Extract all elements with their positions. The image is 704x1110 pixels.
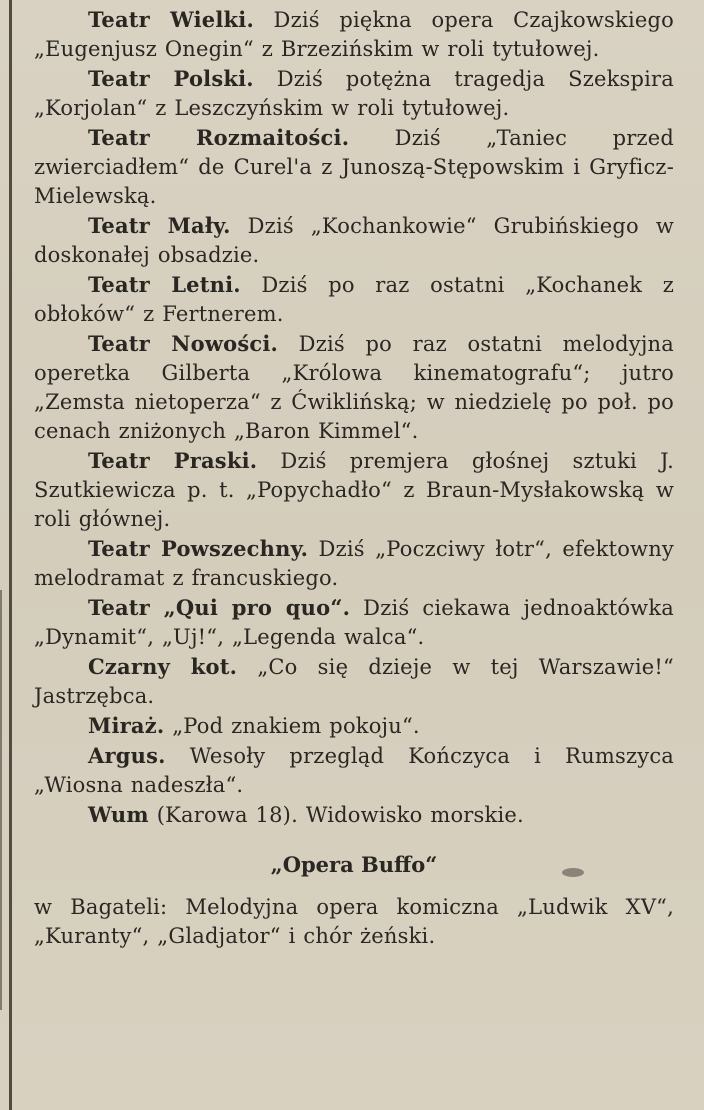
listing-text: „Co się dzieje w tej Warszawie!“ Jastrzębca. — [34, 655, 674, 708]
theatre-name: Teatr Praski. — [88, 448, 258, 473]
section-heading: „Opera Buffo“ — [270, 852, 438, 877]
listing-text: Dziś piękna opera Czajkowskiego „Eugenjusz Onegin“ z Brzezińskim w roli tytułowej. — [34, 8, 674, 61]
listing-entry — [34, 64, 674, 123]
listing-entry — [34, 446, 674, 534]
listing-entry — [34, 593, 674, 652]
theatre-listings — [34, 5, 674, 951]
ink-blot — [562, 868, 584, 877]
listing-entry — [34, 270, 674, 329]
listing-entry — [34, 5, 674, 64]
column-rule-secondary — [0, 590, 2, 1010]
theatre-name: Argus. — [88, 743, 166, 768]
theatre-name: Teatr Mały. — [88, 213, 231, 238]
theatre-name: Teatr Nowości. — [88, 331, 279, 356]
listing-entry — [34, 123, 674, 211]
listing-text: „Pod znakiem pokoju“. — [164, 714, 420, 738]
theatre-name: Teatr „Qui pro quo“. — [88, 595, 351, 620]
listing-entry — [34, 800, 674, 830]
theatre-name: Teatr Letni. — [88, 272, 241, 297]
listing-entry — [34, 211, 674, 270]
listing-text: Dziś ciekawa jednoaktówka „Dynamit“, „Uj!“, „Legenda walca“. — [34, 596, 674, 649]
theatre-name: Wum — [88, 802, 149, 827]
listing-entry — [34, 329, 674, 446]
theatre-name: Miraż. — [88, 713, 165, 738]
listing-entry — [34, 652, 674, 711]
listing-entry — [34, 534, 674, 593]
listing-text: Dziś po raz ostatni melodyjna operetka Gilberta „Królowa kinematografu“; jutro „Zemsta nietoperza“ z Ćwiklińską; w niedzielę po poł. po cenach zniżonych „Baron Kimmel“. — [34, 332, 674, 443]
listing-text: Dziś po raz ostatni „Kochanek z obłoków“ z Fertnerem. — [34, 273, 674, 326]
listing-text: Wesoły przegląd Kończyca i Rumszyca „Wiosna nadeszła“. — [34, 744, 674, 797]
opera-buffo-text: w Bagateli: Melodyjna opera komiczna „Ludwik XV“, „Kuranty“, „Gladjator“ i chór żeński. — [34, 895, 674, 948]
theatre-name: Teatr Polski. — [88, 66, 254, 91]
listing-text: Dziś „Taniec przed zwierciadłem“ de Curel'a z Junoszą-Stępowskim i Gryficz-Mielewską. — [34, 126, 674, 208]
theatre-name: Teatr Wielki. — [88, 7, 254, 32]
column-rule — [9, 0, 12, 1110]
theatre-name: Czarny kot. — [88, 654, 238, 679]
listing-text: (Karowa 18). Widowisko morskie. — [148, 803, 524, 827]
listing-entry — [34, 741, 674, 800]
theatre-name: Teatr Powszechny. — [88, 536, 309, 561]
theatre-name: Teatr Rozmaitości. — [88, 125, 350, 150]
listing-text: Dziś „Poczciwy łotr“, efektowny melodramat z francuskiego. — [34, 537, 674, 590]
listing-text: Dziś „Kochankowie“ Grubińskiego w doskonałej obsadzie. — [34, 214, 675, 267]
listing-text: Dziś potężna tragedja Szekspira „Korjolan“ z Leszczyńskim w roli tytułowej. — [34, 67, 675, 120]
listing-entry — [34, 711, 674, 741]
listing-text: Dziś premjera głośnej sztuki J. Szutkiewicza p. t. „Popychadło“ z Braun-Mysłakowską w roli głównej. — [34, 449, 674, 531]
